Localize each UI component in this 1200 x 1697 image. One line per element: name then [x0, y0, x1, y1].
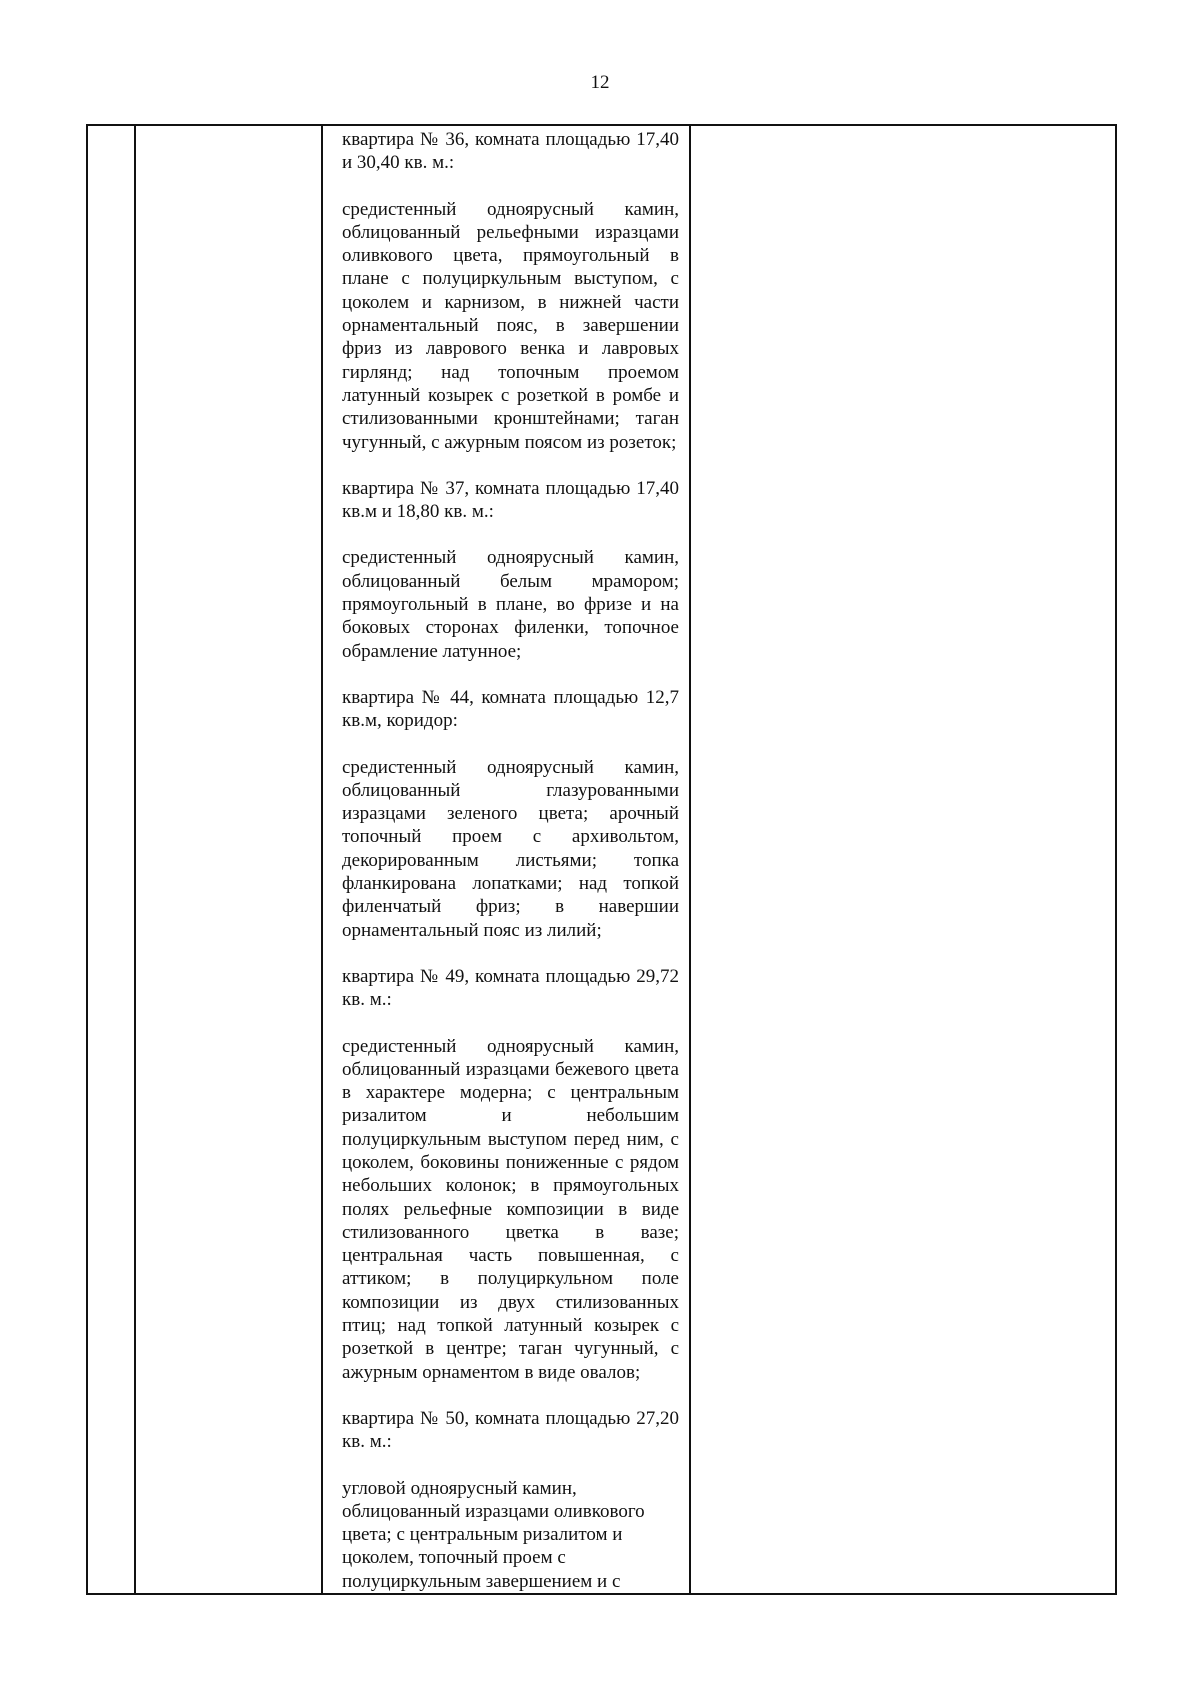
fireplace-description: средистенный одноярусный камин, облицованный изразцами бежевого цвета в характере модерна; с центральным ризалитом и небольшим полуциркульным выступом перед ним, с цоколем, боковины пониженные с рядом небольших колонок; в прямоугольных полях рельефные композиции в виде стилизованного цветка в вазе; центральная часть повышенная, с аттиком; в полуциркульном поле композиции из двух стилизованных птиц; над топкой латунный козырек с розеткой в центре; таган чугунный, с ажурным орнаментом в виде овалов;	[342, 1035, 679, 1383]
page-number: 12	[590, 72, 610, 93]
fireplace-description: средистенный одноярусный камин, облицованный рельефными изразцами оливкового цвета, прямоугольный в плане с полуциркульным выступом, с цоколем и карнизом, в нижней части орнаментальный пояс, в завершении фриз из лаврового венка и лавровых гирлянд; над топочным проемом латунный козырек с розеткой в ромбе и стилизованными кронштейнами; таган чугунный, с ажурным поясом из розеток;	[342, 198, 679, 453]
description-cell	[322, 125, 690, 1594]
monument-table	[86, 124, 1117, 1595]
apartment-heading: квартира № 36, комната площадью 17,40 и 30,40 кв. м.:	[342, 129, 679, 174]
apartment-heading: квартира № 37, комната площадью 17,40 кв.м и 18,80 кв. м.:	[342, 477, 679, 523]
fireplace-description: средистенный одноярусный камин, облицованный белым мрамором; прямоугольный в плане, во фризе и на боковых сторонах филенки, топочное обрамление латунное;	[342, 547, 679, 662]
object-cell	[135, 125, 322, 1594]
number-cell	[87, 125, 135, 1594]
table-row	[87, 125, 1116, 1594]
document-cell	[690, 125, 1116, 1594]
fireplace-description: средистенный одноярусный камин, облицованный глазурованными изразцами зеленого цвета; арочный топочный проем с архивольтом, декорированным листьями; топка фланкирована лопатками; над топкой филенчатый фриз; в навершии орнаментальный пояс из лилий;	[342, 756, 679, 941]
apartment-heading: квартира № 50, комната площадью 27,20 кв. м.:	[342, 1407, 679, 1453]
apartment-heading: квартира № 44, комната площадью 12,7 кв.м, коридор:	[342, 686, 679, 732]
fireplace-description: угловой одноярусный камин, облицованный изразцами оливкового цвета; с центральным ризалитом и цоколем, топочный проем с полуциркульным завершением и с	[342, 1477, 645, 1592]
apartment-heading: квартира № 49, комната площадью 29,72 кв. м.:	[342, 965, 679, 1011]
